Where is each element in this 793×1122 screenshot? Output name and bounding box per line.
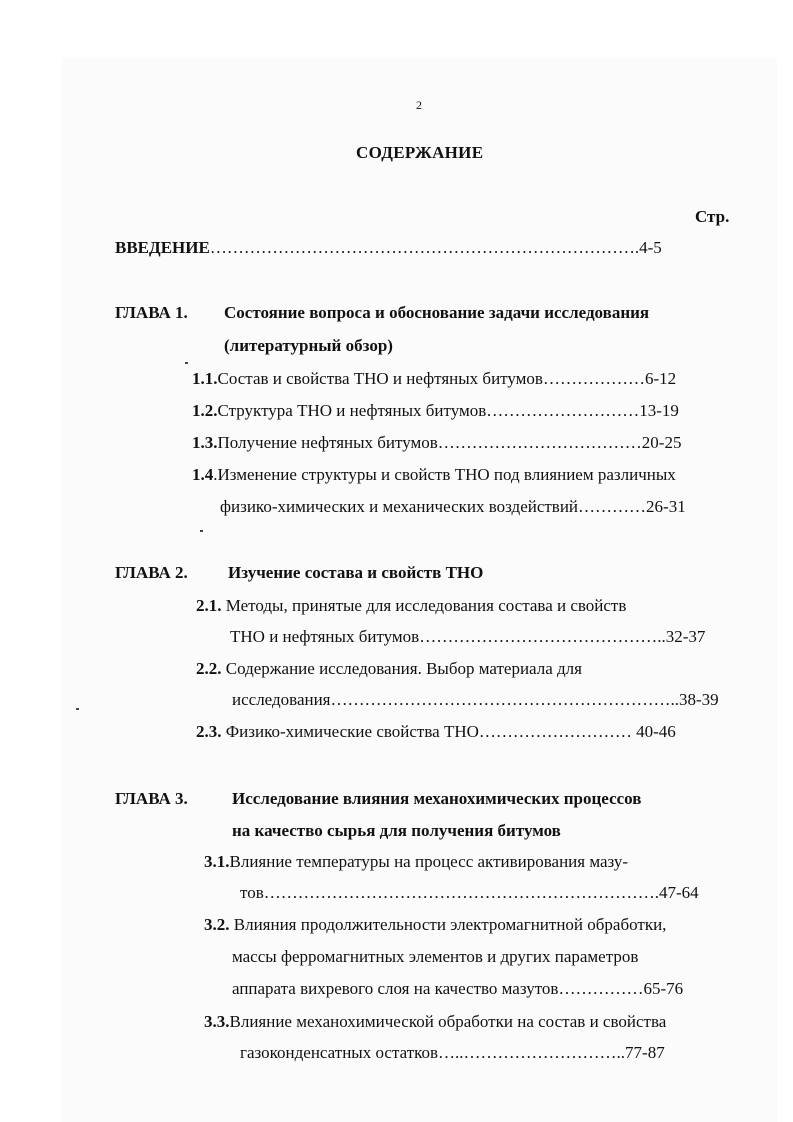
section-1-4 <box>192 465 676 485</box>
section-text: Физико-химические свойства ТНО……………………… 40-46 <box>221 722 676 741</box>
chapter-1-title-line-1: Состояние вопроса и обоснование задачи исследования <box>224 303 650 322</box>
section-number: 1.2. <box>192 401 218 420</box>
section-2-3 <box>196 722 676 742</box>
page-column-label: Стр. <box>695 207 730 226</box>
section-text: Содержание исследования. Выбор материала для <box>221 659 582 678</box>
section-number: 3.1. <box>204 852 230 871</box>
section-3-1-line-2: тов…………………………………………………………….47-64 <box>240 883 699 902</box>
section-2-1-line-2: ТНО и нефтяных битумов……………………………………..32-37 <box>230 627 706 646</box>
chapter-2-label: ГЛАВА 2. <box>115 563 188 582</box>
chapter-3-title-line-1: Исследование влияния механохимических процессов <box>232 789 642 808</box>
chapter-3-label: ГЛАВА 3. <box>115 789 188 808</box>
section-number: 1.4 <box>192 465 214 484</box>
section-text: Влияние температуры на процесс активирования мазу- <box>229 852 629 871</box>
section-1-4-line-2: физико-химических и механических воздействий…………26-31 <box>220 497 686 516</box>
chapter-1-label: ГЛАВА 1. <box>115 303 188 322</box>
section-number: 3.2. <box>204 915 230 934</box>
section-text: .Изменение структуры и свойств ТНО под влиянием различных <box>213 465 676 484</box>
scan-speck <box>200 530 203 532</box>
section-number: 1.3. <box>192 433 218 452</box>
page-number: 2 <box>416 98 422 112</box>
section-2-2-line-2: исследования……………………………………………………..38-39 <box>232 690 719 709</box>
section-3-2 <box>204 915 666 935</box>
section-number: 1.1. <box>192 369 218 388</box>
scan-speck <box>185 362 188 364</box>
section-3-2-line-3: аппарата вихревого слоя на качество мазутов……………65-76 <box>232 979 684 998</box>
section-number: 3.3. <box>204 1012 230 1031</box>
section-text: Влияние механохимической обработки на состав и свойства <box>229 1012 667 1031</box>
section-3-3 <box>204 1012 666 1032</box>
page-title: СОДЕРЖАНИЕ <box>356 143 484 162</box>
section-text: Влияния продолжительности электромагнитной обработки, <box>229 915 667 934</box>
section-number: 2.1. <box>196 596 222 615</box>
section-1-2 <box>192 401 679 421</box>
section-2-2 <box>196 659 582 679</box>
section-3-1 <box>204 852 628 872</box>
section-3-3-line-2: газоконденсатных остатков…..………………………..77-87 <box>240 1043 665 1062</box>
section-1-3 <box>192 433 681 453</box>
section-number: 2.2. <box>196 659 222 678</box>
scan-speck <box>76 708 79 710</box>
section-text: Состав и свойства ТНО и нефтяных битумов………………6-12 <box>217 369 677 388</box>
chapter-1-title-line-2: (литературный обзор) <box>224 336 393 355</box>
toc-intro <box>115 238 662 258</box>
chapter-3-title-line-2: на качество сырья для получения битумов <box>232 821 561 840</box>
section-number: 2.3. <box>196 722 222 741</box>
section-1-1 <box>192 369 676 389</box>
toc-intro-pages: .4-5 <box>634 238 662 257</box>
section-3-2-line-2: массы ферромагнитных элементов и других параметров <box>232 947 639 966</box>
section-text: Структура ТНО и нефтяных битумов………………………13-19 <box>217 401 679 420</box>
section-text: Получение нефтяных битумов………………………………20-25 <box>217 433 682 452</box>
section-2-1 <box>196 596 626 616</box>
section-text: Методы, принятые для исследования состава и свойств <box>221 596 627 615</box>
toc-intro-leader: ………………………………………………………………… <box>209 238 635 257</box>
toc-intro-label: ВВЕДЕНИЕ <box>115 238 210 257</box>
chapter-2-title-line-1: Изучение состава и свойств ТНО <box>228 563 484 582</box>
